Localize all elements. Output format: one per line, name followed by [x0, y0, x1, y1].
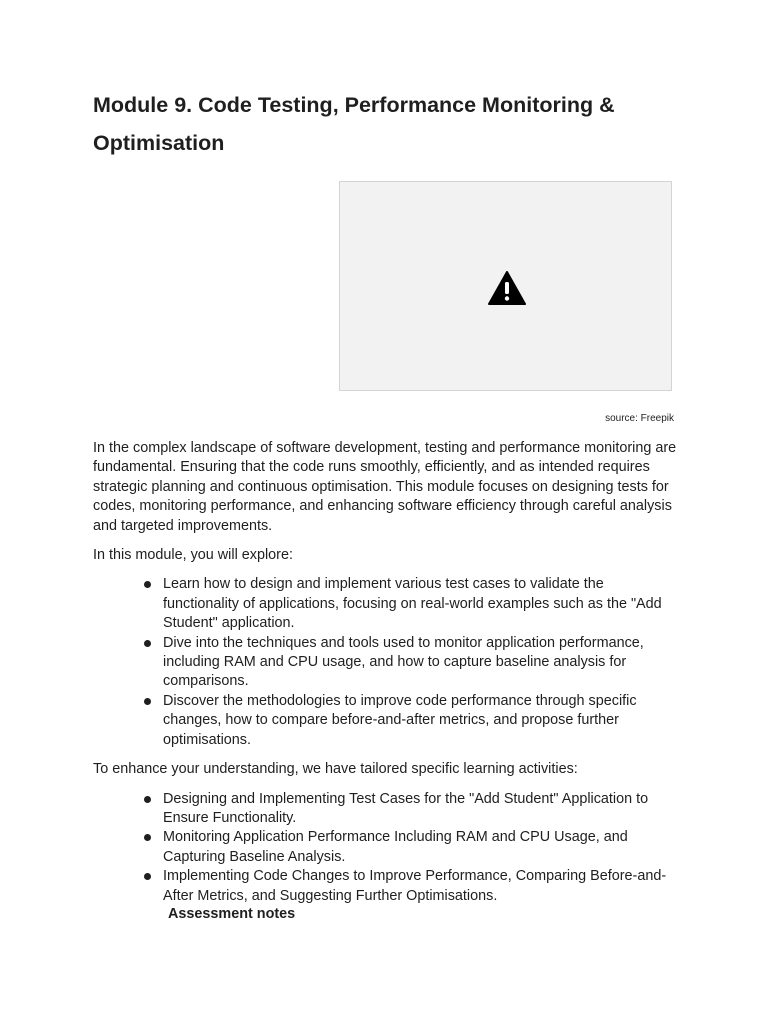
- explore-list: [93, 575, 683, 750]
- image-caption: source: Freepik: [605, 413, 674, 424]
- list-item: Discover the methodologies to improve code performance through specific changes, how to compare before-and-after metrics, and propose further optimisations.: [163, 692, 683, 750]
- page-title: Module 9. Code Testing, Performance Monitoring & Optimisation: [93, 93, 615, 155]
- list-item: Designing and Implementing Test Cases for the "Add Student" Application to Ensure Functionality.: [163, 790, 683, 829]
- list-item: Implementing Code Changes to Improve Performance, Comparing Before-and-After Metrics, and Suggesting Further Optimisations.: [163, 867, 683, 906]
- activities-list: [93, 790, 683, 906]
- warning-icon: [488, 271, 526, 305]
- list-item: Monitoring Application Performance Including RAM and CPU Usage, and Capturing Baseline Analysis.: [163, 828, 683, 867]
- assessment-notes-heading: Assessment notes: [168, 905, 296, 922]
- intro-paragraph: In the complex landscape of software development, testing and performance monitoring are fundamental. Ensuring that the code runs smoothly, efficiently, and as intended requires strategic planning and continuous optimisation. This module focuses on designing tests for codes, monitoring performance, and enhancing software efficiency through careful analysis and targeted improvements.: [93, 440, 677, 534]
- list-item: Dive into the techniques and tools used to monitor application performance, including RAM and CPU usage, and how to capture baseline analysis for comparisons.: [163, 634, 683, 692]
- list-item: Learn how to design and implement various test cases to validate the functionality of applications, focusing on real-world examples such as the "Add Student" application.: [163, 575, 683, 633]
- content-body: [93, 439, 683, 924]
- explore-lead: In this module, you will explore:: [93, 547, 293, 564]
- image-placeholder: [339, 181, 672, 391]
- activities-lead: To enhance your understanding, we have tailored specific learning activities:: [93, 761, 578, 778]
